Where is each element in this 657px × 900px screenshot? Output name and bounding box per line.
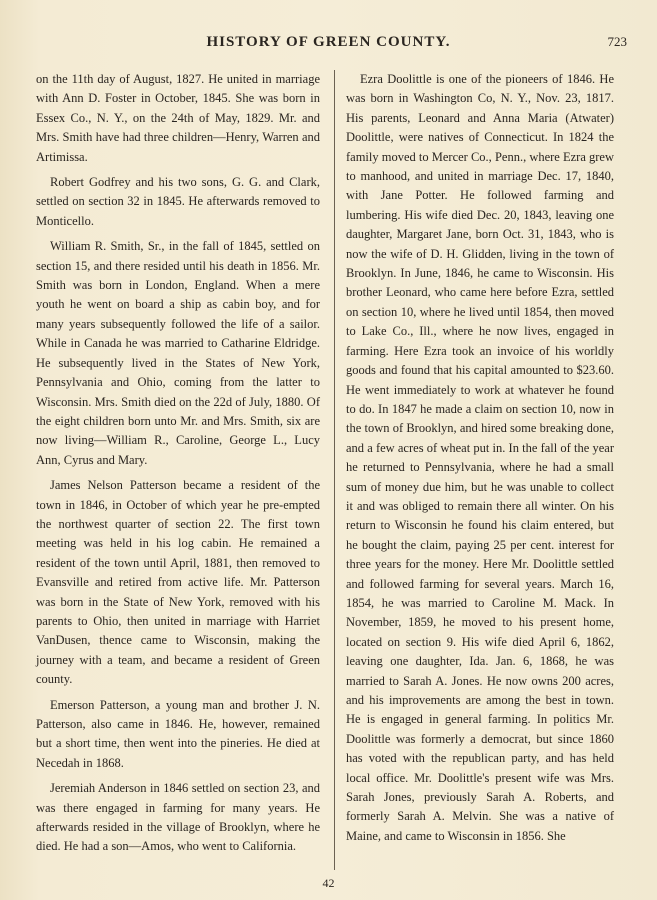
folio-number: 42 (322, 876, 335, 890)
paragraph: Robert Godfrey and his two sons, G. G. and Clark, settled on section 32 in 1845. He afterwards removed to Monticello. (36, 175, 320, 228)
running-header (30, 34, 627, 54)
paragraph: Ezra Doolittle is one of the pioneers of 1846. He was born in Washington Co, N. Y., Nov. 23, 1817. His parents, Leonard and Anna Maria (Atwater) Doolittle, were natives of Connecticut. In 1824 the family moved to Mercer Co., Penn., where Ezra grew to manhood, and united in marriage Dec. 17, 1840, with Jane Potter. He followed farming and lumbering. His wife died Dec. 20, 1843, leaving one daughter, Margaret Jane, born Oct. 31, 1843, who is now the wife of D. H. Glidden, living in the town of Brooklyn. In June, 1846, he came to Wisconsin. His brother Leonard, who came here before Ezra, settled on section 10, where he lived until 1854, then moved to Lake Co., Ill., where he now lives, engaged in farming. Here Ezra took an invoice of his worldly goods and found that his capital amounted to $23.60. He went immediately to work at whatever he found to do. In 1847 he made a claim on section 10, now in the town of Brooklyn, and hired some breaking done, and a few acres of wheat put in. In the fall of the year he returned to Pennsylvania, where he had a small sum of money due him, but he was unable to collect it and was obliged to remain there all winter. On his return to Wisconsin he found his claim entered, but he bought the claim, paying 25 per cent. interest for three years for the money. Here Mr. Doolittle settled and followed farming for several years. March 16, 1854, he was married to Caroline M. Mack. In November, 1859, he moved to his present home, located on section 9. His wife died April 6, 1862, leaving one daughter, Ida. Jan. 6, 1868, he was married to Sarah A. Jones. He now owns 200 acres, and his improvements are among the best in town. He is engaged in general farming. In politics Mr. Doolittle was formerly a democrat, but since 1860 has voted with the republican party, and has held local office. Mr. Doolittle's present wife was Mrs. Sarah Jones, previously Sarah A. Roberts, and formerly Sarah A. Melvin. She was a native of Maine, and came to Wisconsin in 1856. She (346, 72, 614, 843)
page-number: 723 (607, 34, 627, 49)
right-column (346, 70, 614, 860)
paragraph: on the 11th day of August, 1827. He united in marriage with Ann D. Foster in October, 1845. She was born in Essex Co., N. Y., on the 24th of May, 1829. Mr. and Mrs. Smith have had three children—Henry, Warren and Artimissa. (36, 72, 320, 164)
paragraph: William R. Smith, Sr., in the fall of 1845, settled on section 15, and there resided until his death in 1856. Mr. Smith was born in London, England. When a mere youth he went on board a ship as cabin boy, and for many years subsequently followed the life of a sailor. While in Canada he was married to Catharine Eldridge. He subsequently lived in the States of New York, Pennsylvania and Ohio, coming from the latter to Wisconsin. Mrs. Smith died on the 22d of July, 1880. Of the eight children born unto Mr. and Mrs. Smith, six are now living—William R., Caroline, George L., Lucy Ann, Cyrus and Mary. (36, 239, 320, 467)
paragraph: James Nelson Patterson became a resident of the town in 1846, in October of which year he pre-empted the northwest quarter of section 22. The first town meeting was held in his log cabin. He remained a resident of the town until April, 1881, then removed to Evansville and retired from active life. Mr. Patterson was born in the State of New York, removed with his parents to Ohio, then united in marriage with Harriet VanDusen, thence came to Wisconsin, making the journey with a team, and became a resident of Green county. (36, 478, 320, 687)
column-divider (334, 70, 335, 870)
paragraph: Emerson Patterson, a young man and brother J. N. Patterson, also came in 1846. He, however, remained but a short time, then went into the pineries. He died at Necedah in 1868. (36, 697, 320, 770)
page-title: HISTORY OF GREEN COUNTY. (206, 34, 451, 50)
paragraph: Jeremiah Anderson in 1846 settled on section 23, and was there engaged in farming for many years. He afterwards resided in the village of Brooklyn, where he died. He had a son—Amos, who went to California. (36, 781, 320, 854)
left-column (36, 70, 320, 860)
